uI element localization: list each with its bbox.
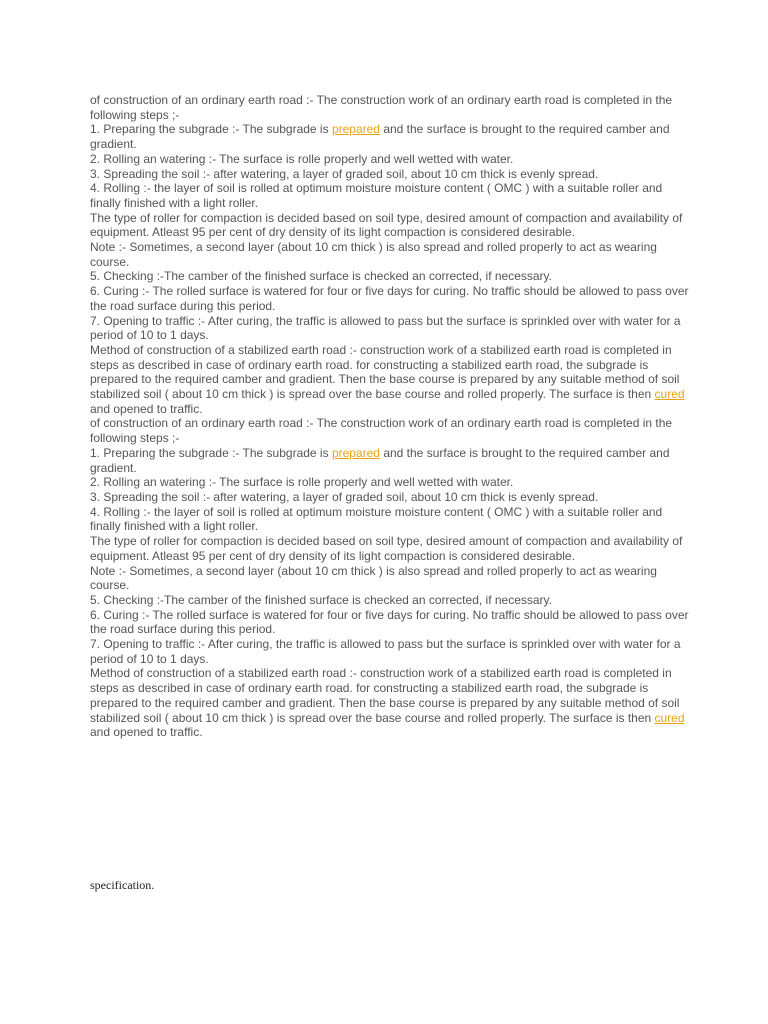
step-1-text-end: and the surface is brought to the required camber and gradient. bbox=[90, 445, 670, 475]
step-5-paragraph: 5. Checking :-The camber of the finished surface is checked an corrected, if necessary. bbox=[90, 269, 552, 284]
stabilized-text: Method of construction of a stabilized earth road :- construction work of a stabilized earth road is completed in steps as described in case of ordinary earth road. for constructing a stabilized earth road, the subgrade is prepared to the required camber and gradient. Then the base course is prepared by any suitable method of soil stabilized soil ( about 10 cm thick ) is spread over the base course and rolled properly. The surface is then bbox=[90, 342, 680, 402]
stabilized-text-end: and opened to traffic. bbox=[90, 725, 203, 740]
note-paragraph: Note :- Sometimes, a second layer (about 10 cm thick ) is also spread and rolled properly to act as wearing course. bbox=[90, 240, 657, 269]
step-1-paragraph bbox=[90, 446, 690, 475]
step-3-paragraph: 3. Spreading the soil :- after watering, a layer of graded soil, about 10 cm thick is evenly spread. bbox=[90, 166, 599, 181]
step-3-paragraph: 3. Spreading the soil :- after watering, a layer of graded soil, about 10 cm thick is evenly spread. bbox=[90, 489, 599, 504]
document-body bbox=[90, 93, 690, 740]
cured-link[interactable]: cured bbox=[654, 710, 685, 725]
cured-link[interactable]: cured bbox=[654, 387, 685, 402]
stabilized-paragraph bbox=[90, 343, 690, 417]
step-2-paragraph: 2. Rolling an watering :- The surface is rolle properly and well wetted with water. bbox=[90, 151, 514, 166]
step-5-paragraph: 5. Checking :-The camber of the finished surface is checked an corrected, if necessary. bbox=[90, 592, 552, 607]
prepared-link[interactable]: prepared bbox=[331, 445, 380, 460]
roller-paragraph: The type of roller for compaction is decided based on soil type, desired amount of compaction and availability of equipment. Atleast 95 per cent of dry density of its light compaction is considered desirable. bbox=[90, 534, 683, 563]
intro-paragraph: of construction of an ordinary earth road :- The construction work of an ordinary earth road is completed in the following steps ;- bbox=[90, 93, 673, 122]
step-4-paragraph: 4. Rolling :- the layer of soil is rolled at optimum moisture moisture content ( OMC ) with a suitable roller and finally finished with a light roller. bbox=[90, 504, 663, 534]
step-1-text: 1. Preparing the subgrade :- The subgrade is bbox=[90, 122, 332, 137]
stabilized-text: Method of construction of a stabilized earth road :- construction work of a stabilized earth road is completed in steps as described in case of ordinary earth road. for constructing a stabilized earth road, the subgrade is prepared to the required camber and gradient. Then the base course is prepared by any suitable method of soil stabilized soil ( about 10 cm thick ) is spread over the base course and rolled properly. The surface is then bbox=[90, 666, 680, 725]
intro-paragraph: of construction of an ordinary earth road :- The construction work of an ordinary earth road is completed in the following steps ;- bbox=[90, 416, 673, 446]
step-6-paragraph: 6. Curing :- The rolled surface is watered for four or five days for curing. No traffic should be allowed to pass over the road surface during this period. bbox=[90, 607, 689, 637]
roller-paragraph: The type of roller for compaction is decided based on soil type, desired amount of compaction and availability of equipment. Atleast 95 per cent of dry density of its light compaction is considered desirable. bbox=[90, 210, 683, 240]
stabilized-text-end: and opened to traffic. bbox=[90, 401, 203, 416]
step-6-paragraph: 6. Curing :- The rolled surface is watered for four or five days for curing. No traffic should be allowed to pass over the road surface during this period. bbox=[90, 284, 689, 313]
step-2-paragraph: 2. Rolling an watering :- The surface is rolle properly and well wetted with water. bbox=[90, 475, 514, 490]
step-4-paragraph: 4. Rolling :- the layer of soil is rolled at optimum moisture moisture content ( OMC ) with a suitable roller and finally finished with a light roller. bbox=[90, 181, 663, 210]
step-1-paragraph bbox=[90, 122, 690, 151]
footer-text: specification. bbox=[90, 878, 155, 892]
stabilized-paragraph bbox=[90, 666, 690, 740]
step-7-paragraph: 7. Opening to traffic :- After curing, the traffic is allowed to pass but the surface is sprinkled over with water for a period of 10 to 1 days. bbox=[90, 313, 681, 343]
prepared-link[interactable]: prepared bbox=[331, 122, 380, 137]
step-1-text: 1. Preparing the subgrade :- The subgrade is bbox=[90, 445, 332, 460]
step-1-text-end: and the surface is brought to the required camber and gradient. bbox=[90, 122, 670, 152]
step-7-paragraph: 7. Opening to traffic :- After curing, the traffic is allowed to pass but the surface is sprinkled over with water for a period of 10 to 1 days. bbox=[90, 637, 681, 666]
note-paragraph: Note :- Sometimes, a second layer (about 10 cm thick ) is also spread and rolled properly to act as wearing course. bbox=[90, 563, 657, 593]
